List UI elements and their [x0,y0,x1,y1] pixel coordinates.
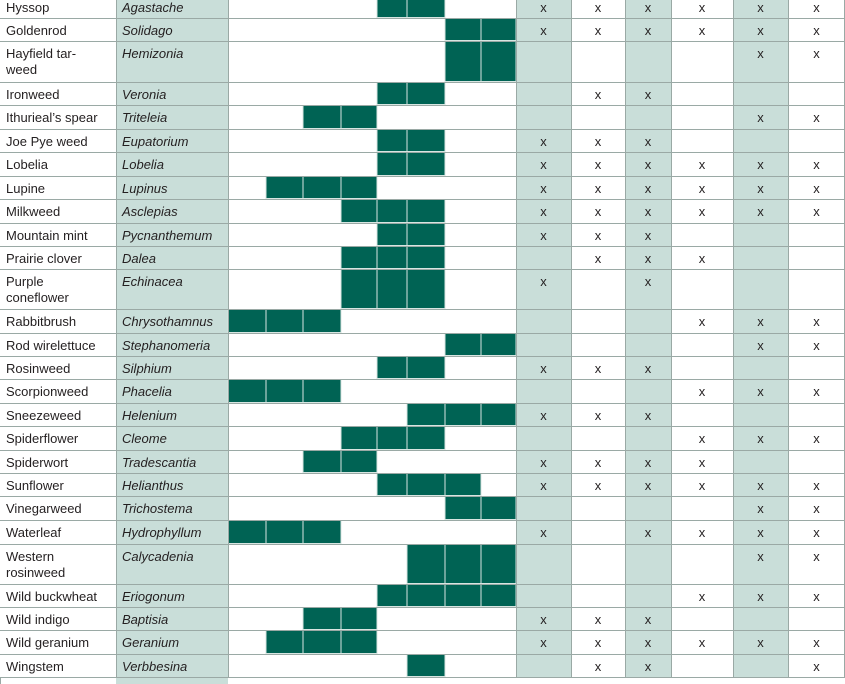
attribute-mark: x [813,659,820,674]
common-name: Goldenrod [6,23,67,38]
attribute-mark: x [644,134,652,149]
scientific-name: Lupinus [122,181,168,196]
bloom-cell [445,474,481,496]
attribute-mark: x [813,501,820,516]
common-name: Mountain mint [6,228,88,243]
attribute-mark: x [813,478,820,493]
bloom-cell [407,404,445,426]
attribute-mark: x [698,431,706,446]
attribute-mark: x [757,431,764,446]
bloom-cell [377,224,407,246]
bloom-cell [377,130,407,152]
scientific-name: Phacelia [122,384,172,399]
attribute-mark: x [757,204,764,219]
bloom-cell [445,497,481,520]
scientific-name: Silphium [122,361,172,376]
attribute-mark: x [698,157,706,172]
scientific-name: Solidago [122,23,173,38]
attribute-mark: x [540,408,547,423]
bloom-cell [377,585,407,607]
bloom-cell [445,585,481,607]
bloom-cell [341,427,377,450]
common-name: Rabbitbrush [6,314,77,329]
scientific-name: Chrysothamnus [122,314,214,329]
bloom-cell [407,545,445,584]
attribute-mark: x [594,361,602,376]
bloom-cell [377,83,407,105]
attribute-mark: x [594,612,602,627]
attribute-mark: x [813,157,820,172]
scientific-name: Eupatorium [122,134,189,149]
attribute-mark: x [540,612,547,627]
bloom-cell [228,310,266,333]
scientific-name: Trichostema [122,501,193,516]
attribute-mark: x [813,0,820,15]
bloom-cell [407,0,445,18]
attribute-mark: x [813,46,820,61]
attribute-mark: x [698,251,706,266]
scientific-name: Lobelia [122,157,164,172]
common-name: Wild indigo [6,612,70,627]
scientific-name: Pycnanthemum [122,228,213,243]
attribute-mark: x [698,314,706,329]
table-row [6,0,820,18]
common-name: Wild buckwheat [6,589,98,604]
attribute-mark: x [698,181,706,196]
bloom-cell [407,247,445,269]
common-name: Scorpionweed [6,384,89,399]
bloom-cell [407,200,445,223]
bloom-cell [341,106,377,129]
bloom-cell [481,42,516,82]
scientific-name: Triteleia [122,110,168,125]
bloom-cell [407,585,445,607]
common-name: Western rosinweed [6,549,66,580]
common-name: Wingstem [6,659,64,674]
attribute-mark: x [757,23,764,38]
common-name: Spiderflower [6,431,79,446]
bloom-cell [481,334,516,356]
attribute-mark: x [757,478,764,493]
attribute-mark: x [813,525,820,540]
attribute-mark: x [698,384,706,399]
attribute-mark: x [540,455,547,470]
attribute-mark: x [757,501,764,516]
attribute-mark: x [540,635,547,650]
attribute-mark: x [540,274,547,289]
bloom-cell [341,200,377,223]
attribute-mark: x [594,87,602,102]
attribute-mark: x [813,384,820,399]
attribute-mark: x [757,110,764,125]
attribute-mark: x [813,549,820,564]
bloom-cell [266,521,303,544]
attribute-mark: x [644,204,652,219]
attribute-mark: x [757,46,764,61]
attribute-mark: x [698,0,706,15]
bloom-cell [303,106,341,129]
bloom-cell [341,451,377,473]
attribute-mark: x [813,23,820,38]
bloom-cell [341,177,377,199]
attribute-mark: x [540,478,547,493]
scientific-name: Hemizonia [122,46,184,61]
attribute-mark: x [644,181,652,196]
scientific-name: Asclepias [122,204,178,219]
attribute-mark: x [698,478,706,493]
attribute-mark: x [757,589,764,604]
attribute-mark: x [757,314,764,329]
scientific-name: Stephanomeria [122,338,211,353]
common-name: Hyssop [6,0,50,15]
bloom-cell [303,310,341,333]
bloom-cell [445,404,481,426]
bloom-cell [445,19,481,41]
scientific-name: Helenium [122,408,177,423]
attribute-mark: x [698,455,706,470]
attribute-mark: x [644,228,652,243]
scientific-name: Verbbesina [122,659,188,674]
common-name: Purple coneflower [6,274,69,305]
common-name: Lupine [6,181,46,196]
bloom-cell [481,545,516,584]
common-name: Ithurieal’s spear [6,110,98,125]
attribute-mark: x [757,0,764,15]
bloom-cell [445,42,481,82]
scientific-name: Dalea [122,251,156,266]
table-row [6,247,706,269]
scientific-name: Veronia [122,87,167,102]
attribute-mark: x [698,589,706,604]
attribute-mark: x [594,659,602,674]
attribute-mark: x [644,0,652,15]
bloom-cell [377,474,407,496]
attribute-mark: x [644,478,652,493]
attribute-mark: x [644,455,652,470]
bloom-cell [407,83,445,105]
bloom-cell [341,608,377,630]
attribute-mark: x [540,204,547,219]
attribute-mark: x [644,408,652,423]
scientific-name: Helianthus [122,478,184,493]
scientific-name: Echinacea [122,274,183,289]
attribute-mark: x [813,110,820,125]
attribute-mark: x [540,134,547,149]
common-name: Hayfield tar-weed [6,46,77,77]
common-name: Milkweed [6,204,61,219]
bloom-cell [407,224,445,246]
attribute-mark: x [594,23,602,38]
scientific-name: Eriogonum [122,589,185,604]
attribute-mark: x [644,251,652,266]
attribute-mark: x [594,157,602,172]
bloom-cell [377,270,407,309]
attribute-mark: x [757,635,764,650]
common-name: Waterleaf [6,525,62,540]
attribute-mark: x [757,384,764,399]
common-name: Sneezeweed [6,408,82,423]
bloom-cell [377,247,407,269]
attribute-mark: x [540,181,547,196]
attribute-mark: x [540,157,547,172]
bloom-cell [341,270,377,309]
attribute-mark: x [813,431,820,446]
attribute-mark: x [540,361,547,376]
common-name: Lobelia [6,157,48,172]
bloom-cell [341,247,377,269]
attribute-mark: x [644,361,652,376]
attribute-mark: x [594,181,602,196]
common-name: Rosinweed [6,361,71,376]
attribute-mark: x [644,525,652,540]
common-name: Vinegarweed [6,501,82,516]
bloom-cell [377,427,407,450]
attribute-mark: x [757,181,764,196]
attribute-mark: x [594,204,602,219]
attribute-mark: x [540,23,547,38]
bloom-cell [303,177,341,199]
attribute-mark: x [757,338,764,353]
bloom-cell [481,497,516,520]
common-name: Rod wirelettuce [6,338,96,353]
attribute-mark: x [644,23,652,38]
attribute-mark: x [813,181,820,196]
bloom-cell [341,631,377,654]
bloom-cell [303,608,341,630]
bloom-cell [445,334,481,356]
attribute-mark: x [813,635,820,650]
attribute-mark: x [698,23,706,38]
table-row [6,451,706,473]
common-name: Joe Pye weed [6,134,88,149]
bloom-cell [377,200,407,223]
common-name: Sunflower [6,478,64,493]
attribute-mark: x [644,659,652,674]
common-name: Wild geranium [6,635,90,650]
bloom-cell [481,19,516,41]
attribute-mark: x [594,455,602,470]
bloom-cell [303,521,341,544]
attribute-mark: x [757,549,764,564]
bloom-cell [377,357,407,379]
bloom-cell [407,427,445,450]
attribute-mark: x [594,478,602,493]
bloom-cell [228,380,266,403]
attribute-mark: x [757,525,764,540]
scientific-name: Cleome [122,431,167,446]
bloom-cell [377,0,407,18]
attribute-mark: x [698,635,706,650]
attribute-mark: x [594,228,602,243]
attribute-mark: x [757,157,764,172]
attribute-mark: x [540,525,547,540]
bloom-cell [481,585,516,607]
bloom-cell [407,130,445,152]
scientific-name: Agastache [122,0,184,15]
common-name: Ironweed [6,87,60,102]
attribute-mark: x [540,228,547,243]
bloom-cell [266,631,303,654]
bloom-cell [303,631,341,654]
bloom-cell [228,521,266,544]
attribute-mark: x [594,635,602,650]
bloom-cell [266,310,303,333]
attribute-mark: x [698,525,706,540]
attribute-mark: x [594,251,602,266]
bloom-cell [266,177,303,199]
attribute-mark: x [813,204,820,219]
bloom-cell [407,153,445,176]
bloom-cell [377,153,407,176]
scientific-name: Baptisia [122,612,169,627]
bloom-cell [407,474,445,496]
common-name: Prairie clover [6,251,82,266]
attribute-mark: x [813,589,820,604]
attribute-mark: x [644,612,652,627]
bloom-cell [481,404,516,426]
attribute-mark: x [594,134,602,149]
bloom-cell [407,270,445,309]
attribute-mark: x [644,635,652,650]
attribute-mark: x [813,314,820,329]
attribute-column-shade-1 [516,0,571,677]
attribute-mark: x [644,274,652,289]
scientific-name: Tradescantia [122,455,197,470]
attribute-mark: x [594,0,602,15]
attribute-mark: x [594,408,602,423]
bloom-cell [303,380,341,403]
scientific-name: Hydrophyllum [122,525,202,540]
attribute-mark: x [644,157,652,172]
bloom-cell [407,357,445,379]
scientific-name: Calycadenia [122,549,194,564]
bloom-cell [445,545,481,584]
attribute-mark: x [813,338,820,353]
attribute-mark: x [698,204,706,219]
common-name: Spiderwort [6,455,69,470]
bloom-cell [266,380,303,403]
bloom-cell [303,451,341,473]
scientific-name: Geranium [122,635,180,650]
attribute-mark: x [540,0,547,15]
attribute-mark: x [644,87,652,102]
bloom-cell [407,655,445,677]
